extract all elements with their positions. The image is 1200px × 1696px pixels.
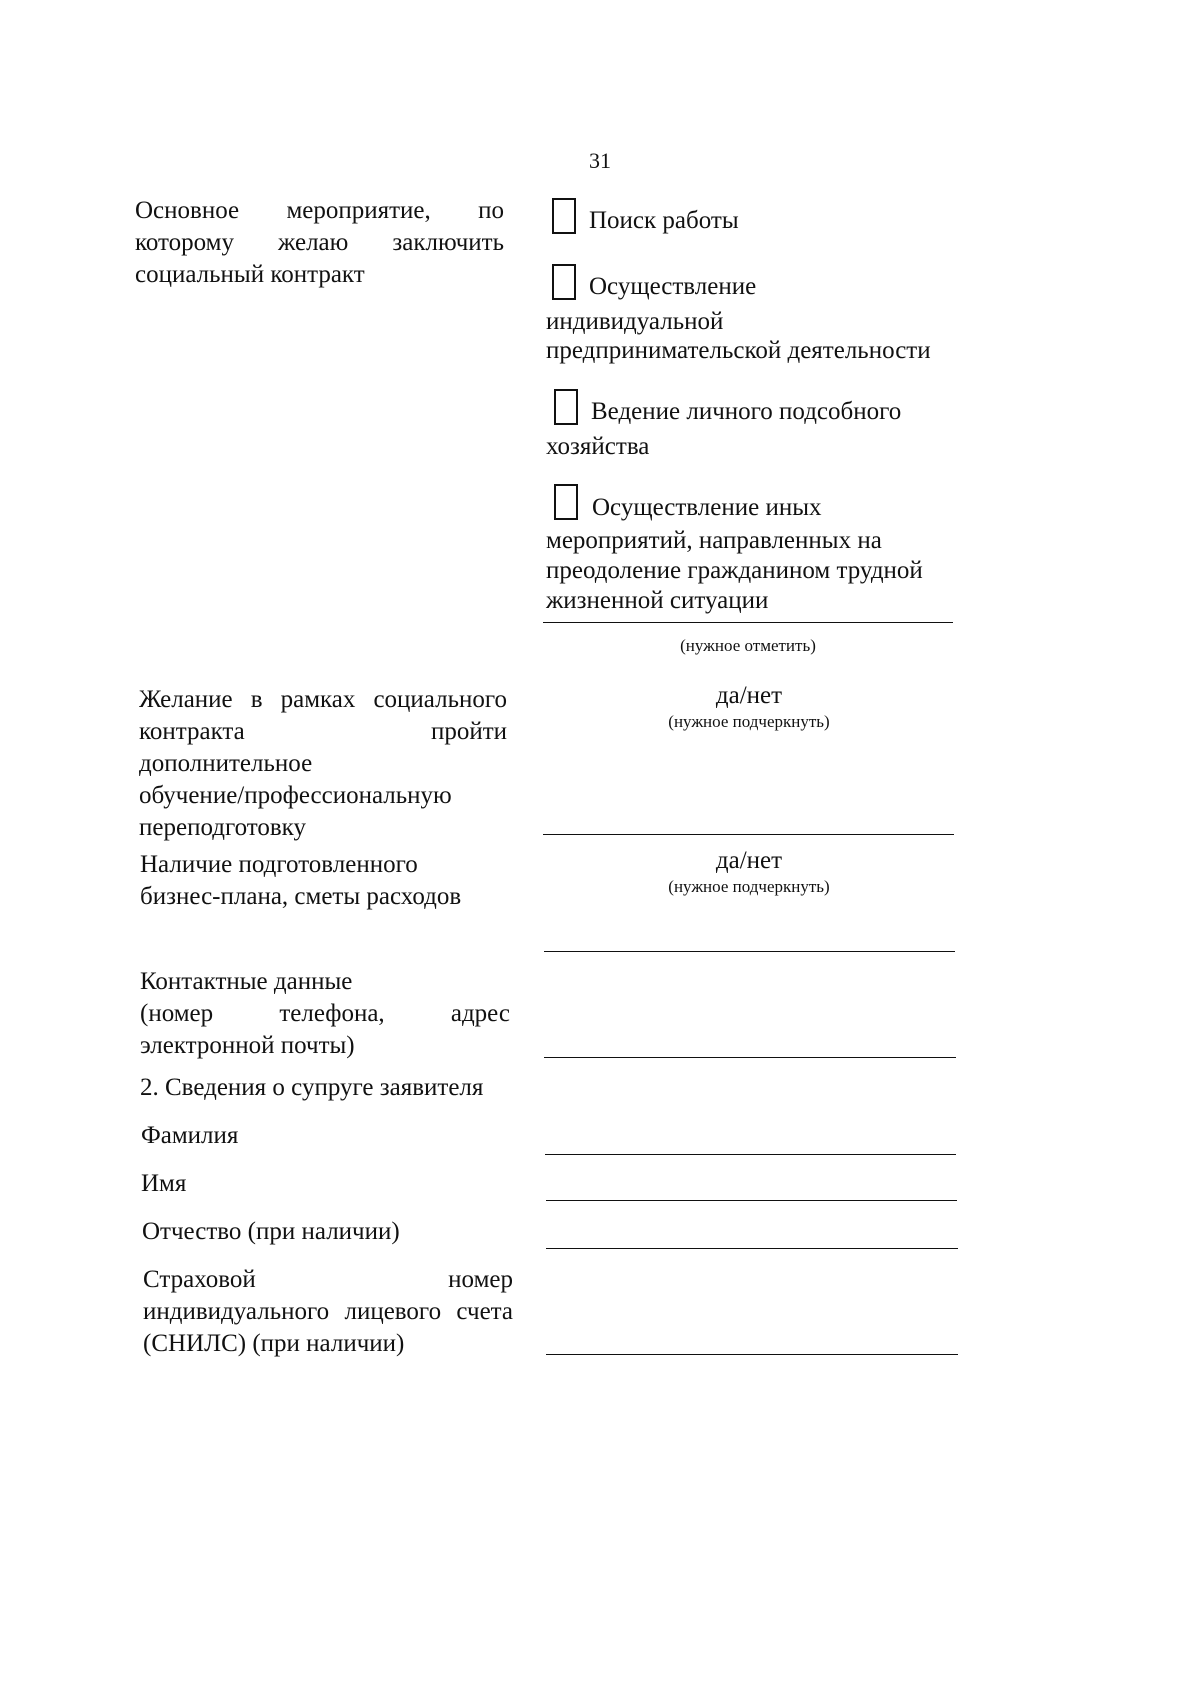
business-plan-underline bbox=[544, 951, 955, 952]
option-job-search-label: Поиск работы bbox=[589, 207, 739, 234]
surname-label: Фамилия bbox=[141, 1122, 239, 1149]
training-label-line: переподготовку bbox=[139, 814, 306, 841]
business-plan-label-line: Наличие подготовленного bbox=[140, 851, 418, 878]
snils-label-line: (СНИЛС) (при наличии) bbox=[143, 1330, 405, 1357]
business-plan-note: (нужное подчеркнуть) bbox=[668, 877, 830, 896]
measure-label-word: Основное bbox=[135, 197, 240, 224]
option-other-measures-text: преодоление гражданином трудной bbox=[546, 557, 923, 584]
measure-label-word: которому bbox=[135, 229, 234, 256]
business-plan-label bbox=[140, 849, 508, 913]
options-underline bbox=[543, 622, 953, 623]
option-entrepreneurship-text: индивидуальной bbox=[546, 308, 724, 335]
patronymic-label: Отчество (при наличии) bbox=[142, 1218, 400, 1245]
snils-input-line[interactable] bbox=[546, 1354, 958, 1355]
training-label bbox=[139, 684, 507, 844]
option-other-measures-text: мероприятий, направленных на bbox=[546, 527, 882, 554]
business-plan-label-line: бизнес-плана, сметы расходов bbox=[140, 883, 462, 910]
measure-label-word: заключить bbox=[392, 229, 504, 256]
other-measures-checkbox[interactable] bbox=[554, 484, 578, 520]
measure-label-word: желаю bbox=[278, 229, 349, 256]
name-label: Имя bbox=[141, 1170, 187, 1197]
training-answer[interactable]: да/нет bbox=[715, 682, 783, 709]
training-label-line: Желание в рамках социального bbox=[139, 686, 507, 713]
entrepreneurship-checkbox[interactable] bbox=[552, 264, 576, 300]
snils-label-word: номер bbox=[448, 1266, 513, 1293]
snils-label-line: индивидуального лицевого счета bbox=[143, 1298, 513, 1325]
subsidiary-farming-checkbox[interactable] bbox=[554, 389, 578, 425]
patronymic-input-line[interactable] bbox=[546, 1248, 958, 1249]
snils-label bbox=[143, 1264, 513, 1360]
option-subsidiary-farming-text: хозяйства bbox=[546, 433, 650, 460]
name-input-line[interactable] bbox=[546, 1200, 957, 1201]
option-subsidiary-farming-label: Ведение личного подсобного bbox=[591, 398, 902, 425]
contacts-label-line: электронной почты) bbox=[140, 1032, 355, 1059]
training-label-word: контракта bbox=[139, 718, 245, 745]
business-plan-answer[interactable]: да/нет bbox=[715, 847, 783, 874]
contacts-label-line: Контактные данные bbox=[140, 968, 353, 995]
contacts-label bbox=[140, 966, 510, 1062]
measure-label-word: мероприятие, bbox=[286, 197, 431, 224]
mark-note: (нужное отметить) bbox=[680, 636, 816, 655]
contacts-label-word: телефона, bbox=[279, 1000, 385, 1027]
page-number: 31 bbox=[589, 148, 611, 173]
section2-heading: 2. Сведения о супруге заявителя bbox=[140, 1074, 484, 1101]
option-entrepreneurship-text: предпринимательской деятельности bbox=[546, 337, 931, 364]
measure-label-word: по bbox=[478, 197, 504, 224]
option-entrepreneurship-label: Осуществление bbox=[589, 273, 757, 300]
training-label-line: дополнительное bbox=[139, 750, 313, 777]
option-other-measures-label: Осуществление иных bbox=[592, 494, 822, 521]
job-search-checkbox[interactable] bbox=[552, 198, 576, 234]
training-underline bbox=[543, 834, 954, 835]
training-label-word: пройти bbox=[430, 718, 507, 745]
training-note: (нужное подчеркнуть) bbox=[668, 712, 830, 731]
surname-input-line[interactable] bbox=[545, 1154, 956, 1155]
contacts-label-word: адрес bbox=[450, 1000, 510, 1027]
contacts-label-word: (номер bbox=[140, 1000, 214, 1027]
training-label-line: обучение/профессиональную bbox=[139, 782, 452, 809]
snils-label-word: Страховой bbox=[143, 1266, 256, 1293]
main-measure-label bbox=[135, 195, 504, 291]
measure-label-line: социальный контракт bbox=[135, 261, 365, 288]
contacts-input-line[interactable] bbox=[544, 1057, 956, 1058]
option-other-measures-text: жизненной ситуации bbox=[546, 587, 769, 614]
